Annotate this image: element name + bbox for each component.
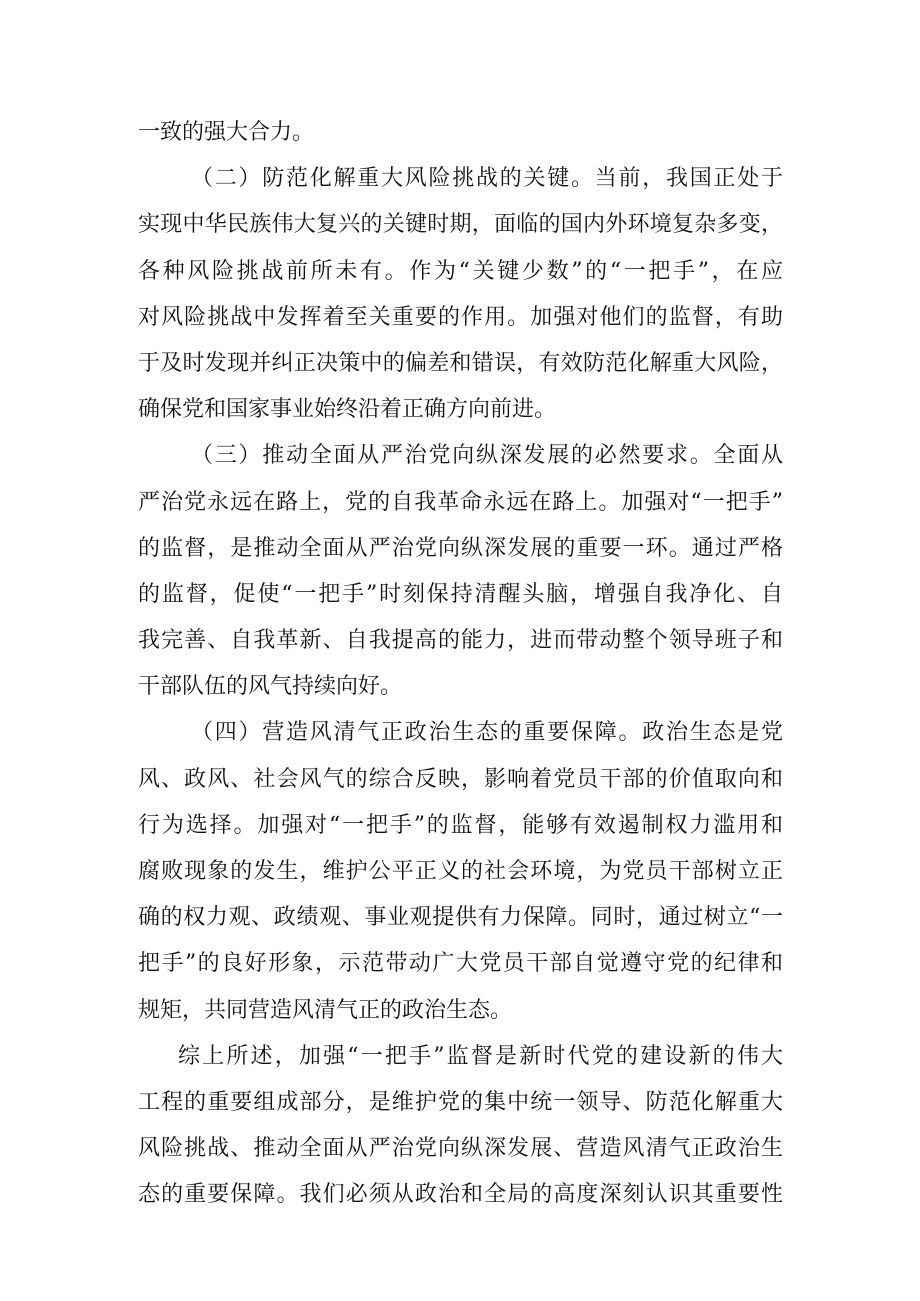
- text-line: 态的重要保障。我们必须从政治和全局的高度深刻认识其重要性: [138, 1182, 783, 1208]
- paragraph-heading-4: （四）营造风清气正政治生态的重要保障。政治生态是党: [191, 720, 783, 746]
- text-line: 的监督，促使“一把手”时刻保持清醒头脑，增强自我净化、自: [138, 581, 783, 607]
- text-line: 确保党和国家事业始终沿着正确方向前进。: [138, 397, 557, 423]
- text-line: 确的权力观、政绩观、事业观提供有力保障。同时，通过树立“一: [138, 905, 783, 931]
- summary-paragraph-start: 综上所述，加强“一把手”监督是新时代党的建设新的伟大: [178, 1043, 783, 1069]
- text-line: 干部队伍的风气持续向好。: [138, 674, 403, 700]
- text-line: 行为选择。加强对“一把手”的监督，能够有效遏制权力滥用和: [138, 812, 783, 838]
- text-line: 把手”的良好形象，示范带动广大党员干部自觉遵守党的纪律和: [138, 951, 783, 977]
- paragraph-heading-3: （三）推动全面从严治党向纵深发展的必然要求。全面从: [191, 443, 783, 469]
- body-text: [138, 110, 783, 1219]
- text-line: 一致的强大合力。: [138, 120, 315, 145]
- paragraph-heading-2: （二）防范化解重大风险挑战的关键。当前，我国正处于: [191, 166, 783, 192]
- text-line: 风、政风、社会风气的综合反映，影响着党员干部的价值取向和: [138, 766, 783, 792]
- text-line: 风险挑战、推动全面从严治党向纵深发展、营造风清气正政治生: [138, 1136, 783, 1162]
- text-line: 严治党永远在路上，党的自我革命永远在路上。加强对“一把手”: [138, 489, 783, 515]
- text-line: 各种风险挑战前所未有。作为“关键少数”的“一把手”，在应: [138, 258, 783, 284]
- text-line: 的监督，是推动全面从严治党向纵深发展的重要一环。通过严格: [138, 535, 783, 561]
- text-line: 实现中华民族伟大复兴的关键时期，面临的国内外环境复杂多变，: [138, 212, 783, 238]
- text-line: 对风险挑战中发挥着至关重要的作用。加强对他们的监督，有助: [138, 304, 783, 330]
- text-line: 工程的重要组成部分，是维护党的集中统一领导、防范化解重大: [138, 1089, 783, 1115]
- text-line: 我完善、自我革新、自我提高的能力，进而带动整个领导班子和: [138, 628, 783, 654]
- text-line: 腐败现象的发生，维护公平正义的社会环境，为党员干部树立正: [138, 859, 783, 884]
- text-line: 于及时发现并纠正决策中的偏差和错误，有效防范化解重大风险，: [138, 350, 783, 376]
- text-line: 规矩，共同营造风清气正的政治生态。: [138, 997, 513, 1023]
